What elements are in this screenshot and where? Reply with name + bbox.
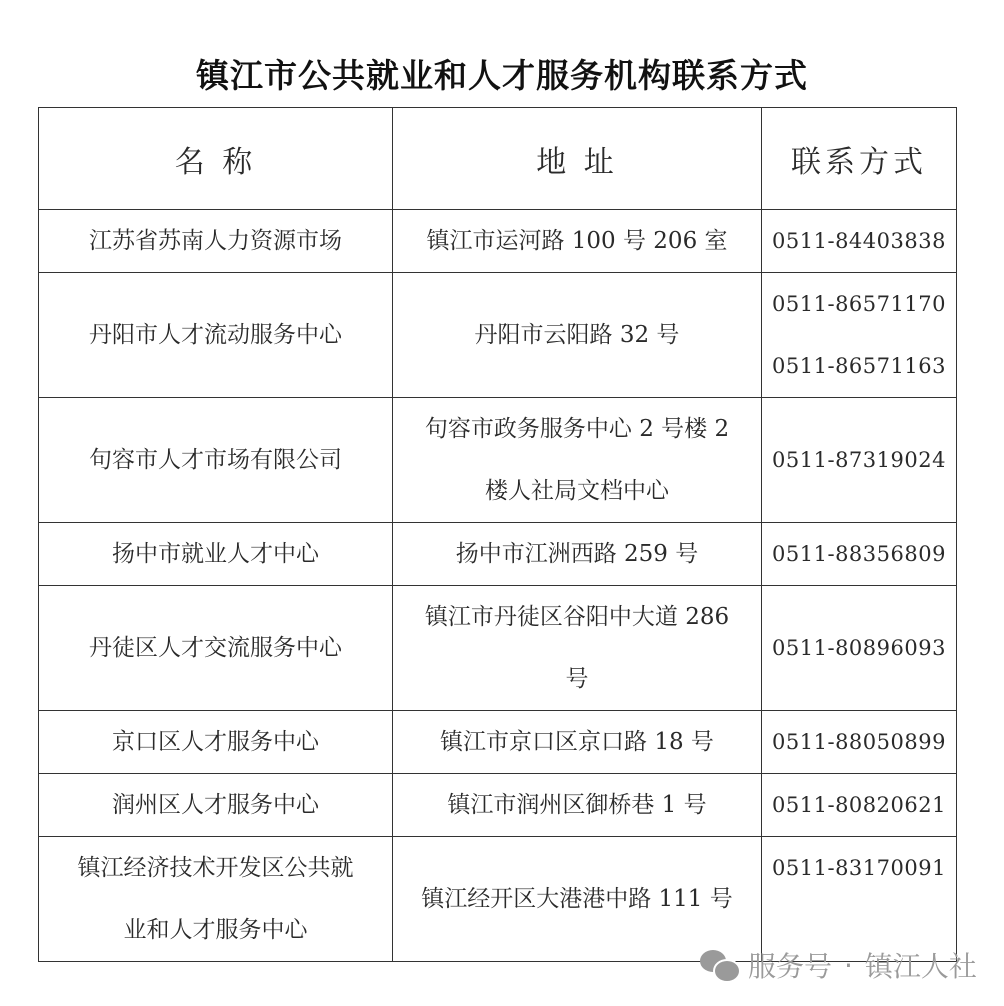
cell-name: 丹徒区人才交流服务中心 <box>39 586 393 711</box>
table-row <box>39 523 957 586</box>
table-row <box>39 210 957 273</box>
table-row <box>39 398 957 523</box>
watermark-account-name: 镇江人社 <box>864 950 977 983</box>
cell-phone: 0511-88050899 <box>762 711 957 774</box>
cell-name: 润州区人才服务中心 <box>39 774 393 837</box>
cell-name: 丹阳市人才流动服务中心 <box>39 273 393 398</box>
table-row <box>39 273 957 398</box>
cell-phone: 0511-88356809 <box>762 523 957 586</box>
contacts-table <box>38 107 957 962</box>
cell-phone: 0511-80820621 <box>762 774 957 837</box>
cell-address: 句容市政务服务中心 2 号楼 2 楼人社局文档中心 <box>393 398 762 523</box>
page-title: 镇江市公共就业和人才服务机构联系方式 <box>196 56 808 95</box>
watermark <box>700 945 977 985</box>
watermark-separator: · <box>844 948 853 982</box>
header-contact: 联系方式 <box>762 108 957 210</box>
cell-address: 镇江市润州区御桥巷 1 号 <box>393 774 762 837</box>
cell-name: 镇江经济技术开发区公共就 业和人才服务中心 <box>39 837 393 962</box>
cell-phone: 0511-83170091 <box>762 837 957 962</box>
cell-address: 镇江市京口区京口路 18 号 <box>393 711 762 774</box>
table-row <box>39 711 957 774</box>
cell-phone: 0511-80896093 <box>762 586 957 711</box>
cell-address: 镇江市运河路 100 号 206 室 <box>393 210 762 273</box>
cell-phone: 0511-86571170 0511-86571163 <box>762 273 957 398</box>
cell-address: 扬中市江洲西路 259 号 <box>393 523 762 586</box>
table-row <box>39 774 957 837</box>
cell-address: 镇江经开区大港港中路 111 号 <box>393 837 762 962</box>
table-row <box>39 586 957 711</box>
cell-phone: 0511-84403838 <box>762 210 957 273</box>
cell-name: 江苏省苏南人力资源市场 <box>39 210 393 273</box>
table-header-row <box>39 108 957 210</box>
cell-address: 丹阳市云阳路 32 号 <box>393 273 762 398</box>
wechat-icon <box>700 948 740 982</box>
header-address: 地 址 <box>393 108 762 210</box>
cell-name: 京口区人才服务中心 <box>39 711 393 774</box>
header-name: 名 称 <box>39 108 393 210</box>
cell-name: 句容市人才市场有限公司 <box>39 398 393 523</box>
table-row <box>39 837 957 962</box>
cell-address: 镇江市丹徒区谷阳中大道 286 号 <box>393 586 762 711</box>
watermark-account-type: 服务号 <box>748 950 833 983</box>
cell-phone: 0511-87319024 <box>762 398 957 523</box>
cell-name: 扬中市就业人才中心 <box>39 523 393 586</box>
